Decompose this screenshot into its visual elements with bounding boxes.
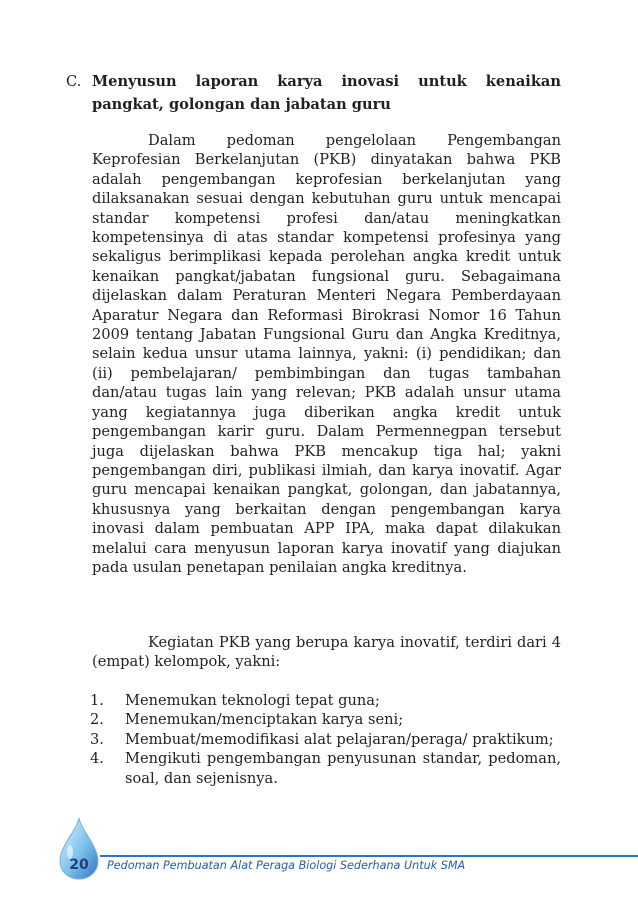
page-number: 20 <box>69 857 89 873</box>
list-item <box>92 691 561 710</box>
list-item <box>92 730 561 749</box>
list-item <box>92 710 561 729</box>
paragraph-text: Kegiatan PKB yang berupa karya inovatif, terdiri dari 4 (empat) kelompok, yakni: <box>92 634 561 671</box>
innovation-list <box>92 691 561 788</box>
section-heading <box>66 70 561 116</box>
paragraph-text: Dalam pedoman pengelolaan Pengembangan Keprofesian Berkelanjutan (PKB) dinyatakan bahwa PKB adalah pengembangan keprofesian berkelanjutan yang dilaksanakan sesuai dengan kebutuhan guru untuk mencapai standar kompetensi profesi dan/atau meningkatkan kompetensinya di atas standar kompetensi profesinya yang sekaligus berimplikasi kepada perolehan angka kredit untuk kenaikan pangkat/jabatan fungsional guru. Sebagaimana dijelaskan dalam Peraturan Menteri Negara Pemberdayaan Aparatur Negara dan Reformasi Birokrasi Nomor 16 Tahun 2009 tentang Jabatan Fungsional Guru dan Angka Kreditnya, selain kedua unsur utama lainnya, yakni: (i) pendidikan; dan (ii) pembelajaran/ pembimbingan dan tugas tambahan dan/atau tugas lain yang relevan; PKB adalah unsur utama yang kegiatannya juga diberikan angka kredit untuk pengembangan karir guru. Dalam Permennegpan tersebut juga dijelaskan bahwa PKB mencakup tiga hal; yakni pengembangan diri, publikasi ilmiah, dan karya inovatif. Agar guru mencapai kenaikan pangkat, golongan, dan jabatannya, khususnya yang berkaitan dengan pengembangan karya inovasi dalam pembuatan APP IPA, maka dapat dilakukan melalui cara menyusun laporan karya inovatif yang diajukan pada usulan penetapan penilaian angka kreditnya. <box>92 132 561 576</box>
list-item <box>92 749 561 788</box>
footer-book-title: Pedoman Pembuatan Alat Peraga Biologi Sederhana Untuk SMA <box>107 859 466 872</box>
section-letter: C. <box>66 73 82 90</box>
paragraph-pkb-definition <box>92 131 561 577</box>
list-item-text: Mengikuti pengembangan penyusunan standar, pedoman, soal, dan sejenisnya. <box>125 750 561 787</box>
list-number: 2. <box>90 711 104 729</box>
list-number: 3. <box>90 730 104 748</box>
list-number: 4. <box>90 750 104 768</box>
list-number: 1. <box>90 692 104 709</box>
list-item-text: Menemukan/menciptakan karya seni; <box>125 711 404 729</box>
section-heading-line-2: pangkat, golongan dan jabatan guru <box>92 96 391 113</box>
list-item-text: Menemukan teknologi tepat guna; <box>125 692 380 709</box>
footer-rule <box>100 855 638 857</box>
list-item-text: Membuat/memodifikasi alat pelajaran/peraga/ praktikum; <box>125 730 554 748</box>
section-heading-line-1: Menyusun laporan karya inovasi untuk kenaikan <box>92 73 561 90</box>
paragraph-pkb-groups <box>92 633 561 672</box>
